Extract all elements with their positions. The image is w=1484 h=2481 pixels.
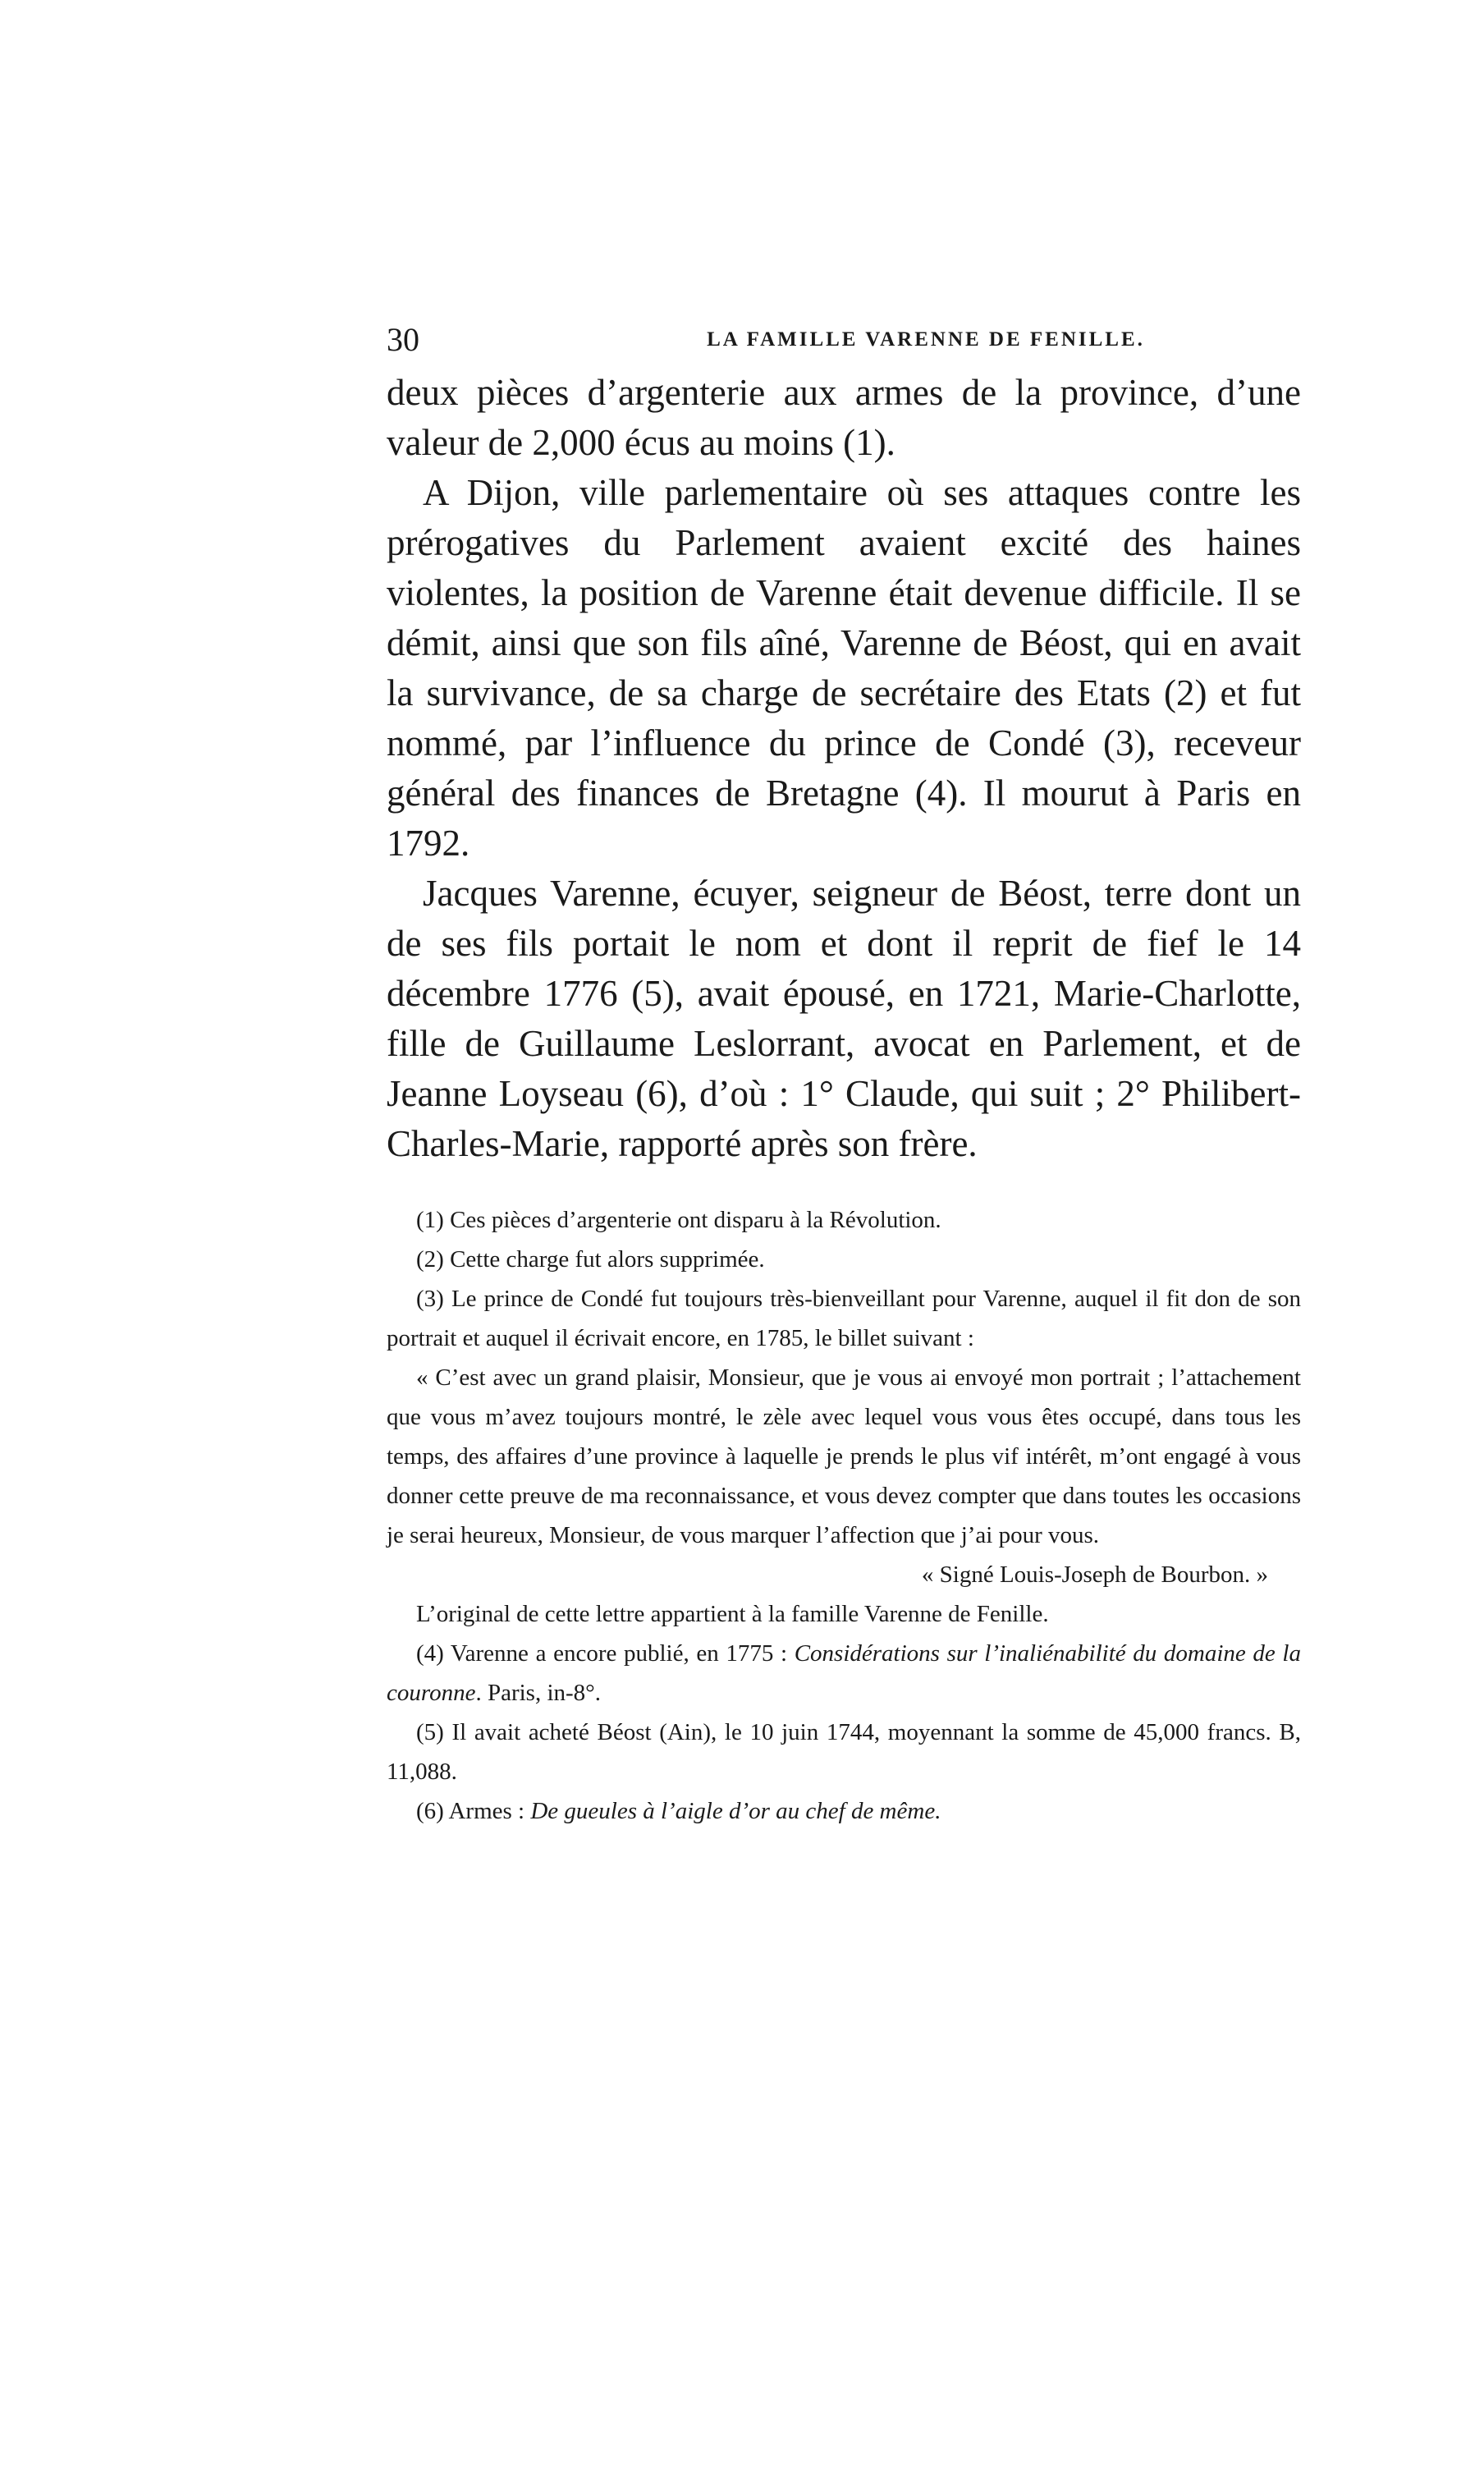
footnote-6-blazon: De gueules à l’aigle d’or au chef de même. [530,1798,941,1824]
page-header [387,315,1301,365]
footnote-4 [387,1634,1301,1713]
footnote-3-signature: « Signé Louis-Joseph de Bourbon. » [921,1562,1268,1588]
paragraph-jacques-varenne: Jacques Varenne, écuyer, seigneur de Béost, terre dont un de ses fils portait le nom et dont il reprit de fief le 14 décembre 1776 (5), avait épousé, en 1721, Marie-Charlotte, fille de Guillaume Leslorrant, avocat en Parlement, et de Jeanne Loyseau (6), d’où : 1° Claude, qui suit ; 2° Philibert-Charles-Marie, rapporté après son frère. [387,873,1301,1164]
footnote-4-title: Considérations sur l’inaliénabilité du domaine de la couronne [387,1640,1301,1706]
footnote-4-prefix: (4) Varenne a encore publié, en 1775 : [416,1640,795,1667]
footnote-3: (3) Le prince de Condé fut toujours très-bienveillant pour Varenne, auquel il fit don de son portrait et auquel il écrivait encore, en 1785, le billet suivant : [387,1286,1301,1351]
main-text [387,368,1301,1169]
footnote-6 [387,1791,1301,1831]
footnote-4-suffix: . Paris, in-8°. [475,1680,602,1706]
footnote-5: (5) Il avait acheté Béost (Ain), le 10 juin 1744, moyennant la somme de 45,000 francs. B, 11,088. [387,1719,1301,1785]
footnote-3-letter: « C’est avec un grand plaisir, Monsieur, que je vous ai envoyé mon portrait ; l’attachement que vous m’avez toujours montré, le zèle avec lequel vous vous êtes occupé, dans tous les temps, des affaires d’une province à laquelle je prends le plus vif intérêt, m’ont engagé à vous donner cette preuve de ma reconnaissance, et vous devez compter que dans toutes les occasions je serai heureux, Monsieur, de vous marquer l’affection que j’ai pour vous. [387,1364,1301,1548]
footnote-3-original-note: L’original de cette lettre appartient à la famille Varenne de Fenille. [416,1601,1049,1627]
footnote-1: (1) Ces pièces d’argenterie ont disparu à la Révolution. [416,1207,941,1233]
paragraph-continuation: deux pièces d’argenterie aux armes de la province, d’une valeur de 2,000 écus au moins (1). [387,372,1301,463]
footnote-2: (2) Cette charge fut alors supprimée. [416,1246,765,1273]
footnotes [387,1200,1301,1831]
page-number: 30 [387,321,419,358]
paragraph-dijon: A Dijon, ville parlementaire où ses attaques contre les prérogatives du Parlement avaient excité des haines violentes, la position de Varenne était devenue difficile. Il se démit, ainsi que son fils aîné, Varenne de Béost, qui en avait la survivance, de sa charge de secrétaire des Etats (2) et fut nommé, par l’influence du prince de Condé (3), receveur général des finances de Bretagne (4). Il mourut à Paris en 1792. [387,472,1301,864]
footnote-6-prefix: (6) Armes : [416,1798,531,1824]
running-head: LA FAMILLE VARENNE DE FENILLE. [707,328,1145,351]
